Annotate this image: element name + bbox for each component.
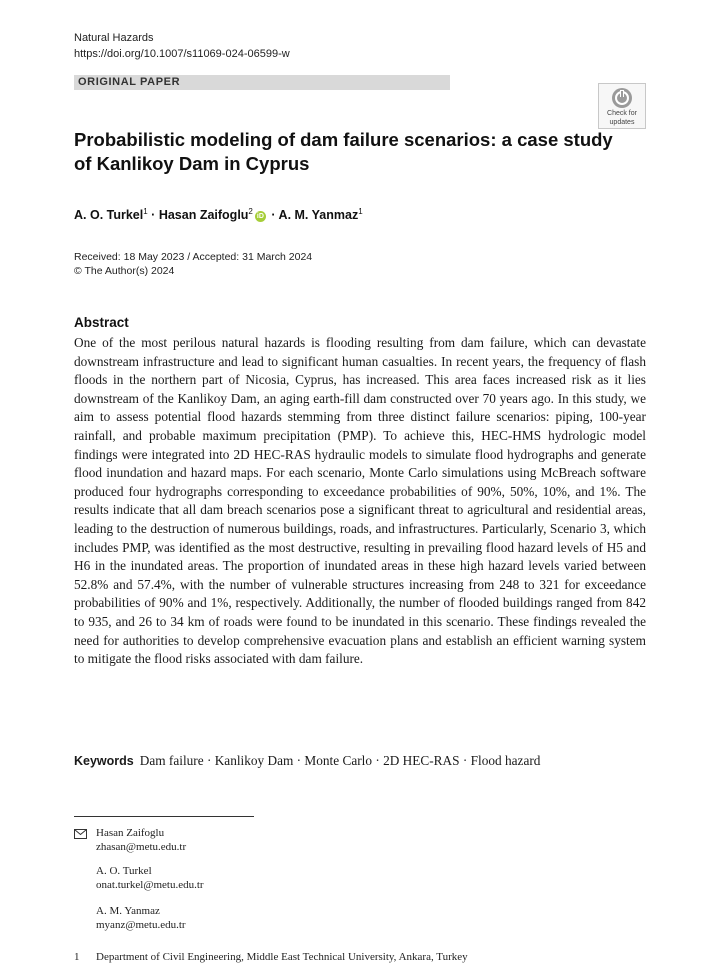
copyright-line: © The Author(s) 2024 bbox=[74, 265, 175, 277]
journal-name: Natural Hazards bbox=[74, 32, 154, 44]
author-name[interactable]: A. M. Yanmaz bbox=[278, 208, 359, 223]
contact-name: A. O. Turkel bbox=[96, 865, 152, 877]
footnote-divider bbox=[74, 816, 254, 817]
keywords-label: Keywords bbox=[74, 754, 134, 768]
article-type-banner: ORIGINAL PAPER bbox=[74, 75, 450, 90]
affiliation-footnote bbox=[74, 950, 674, 964]
author-separator: · bbox=[271, 208, 276, 223]
author-separator: · bbox=[151, 208, 156, 223]
doi-link[interactable]: https://doi.org/10.1007/s11069-024-06599-w bbox=[74, 48, 290, 60]
contact-name: Hasan Zaifoglu bbox=[96, 827, 165, 839]
keywords-text: Dam failure · Kanlikoy Dam · Monte Carlo · 2D HEC-RAS · Flood hazard bbox=[139, 753, 541, 768]
abstract-text: One of the most perilous natural hazards is flooding resulting from dam failure, which can devastate downstream infrastructure and lead to significant human casualties. In recent years, the frequency of flash floods in the northern part of Nicosia, Cyprus, has increased. This area faces increased risk as it lies downstream of the Kanlikoy Dam, an aging earth-fill dam constructed over 70 years ago. In this study, we aim to assess potential flood hazards stemming from three distinct failure scenarios: piping, 100-year rainfall, and probable maximum precipitation (PMP). To achieve this, HEC-HMS hydrologic model findings were integrated into 2D HEC-RAS hydraulic models to simulate flood hydrographs and generate flood inundation and hazard maps. For each scenario, Monte Carlo simulations using McBreach software produced four hydrographs corresponding to exceedance probabilities of 90%, 50%, 10%, and 1%. The results indicate that all dam breach scenarios pose a significant threat to agricultural and residential areas, leading to the destruction of numerous buildings, roads, and infrastructures. Particularly, Scenario 3, which includes PMP, was identified as the most destructive, resulting in prevailing flood hazard levels of H5 and H6 in the inundated areas. The proportion of inundated areas in these high hazard levels varied between 52.8% and 57.4%, with the number of vulnerable structures increasing from 248 to 321 for exceedance probabilities of 90% and 1%, respectively. Additionally, the number of flooded buildings ranged from 842 to 935, and 26 to 34 km of roads were found to be inundated in this scenario. These findings revealed the need for authorities to develop comprehensive evacuation plans and establish an efficient warning system to mitigate the flood risks associated with dam failure. bbox=[74, 335, 646, 667]
footnote-text: Department of Civil Engineering, Middle East Technical University, Ankara, Turkey bbox=[96, 951, 468, 963]
received-accepted-dates: Received: 18 May 2023 / Accepted: 31 March 2024 bbox=[74, 251, 313, 263]
contact-email[interactable]: zhasan@metu.edu.tr bbox=[96, 841, 187, 853]
author-name[interactable]: A. O. Turkel bbox=[74, 208, 144, 223]
check-for-updates-icon bbox=[611, 87, 633, 109]
author-name[interactable]: Hasan Zaifoglu bbox=[158, 208, 249, 223]
badge-line-1: Check for bbox=[607, 110, 637, 117]
author-affiliation-mark: 1 bbox=[143, 207, 148, 216]
contact-name: A. M. Yanmaz bbox=[96, 905, 160, 917]
check-for-updates-badge[interactable] bbox=[598, 83, 646, 129]
contact-email[interactable]: myanz@metu.edu.tr bbox=[96, 919, 186, 931]
orcid-icon[interactable]: iD bbox=[256, 213, 264, 221]
badge-line-2: updates bbox=[609, 119, 635, 126]
keywords-line bbox=[74, 752, 646, 770]
paper-title: Probabilistic modeling of dam failure scenarios: a case study of Kanlikoy Dam in Cyprus bbox=[74, 129, 613, 174]
envelope-icon bbox=[74, 829, 87, 839]
abstract-heading: Abstract bbox=[74, 315, 129, 330]
author-list bbox=[74, 204, 363, 223]
author-affiliation-mark: 1 bbox=[358, 207, 363, 216]
author-affiliation-mark: 2 bbox=[248, 207, 253, 216]
contact-email[interactable]: onat.turkel@metu.edu.tr bbox=[96, 879, 204, 891]
footnote-number: 1 bbox=[74, 951, 80, 963]
